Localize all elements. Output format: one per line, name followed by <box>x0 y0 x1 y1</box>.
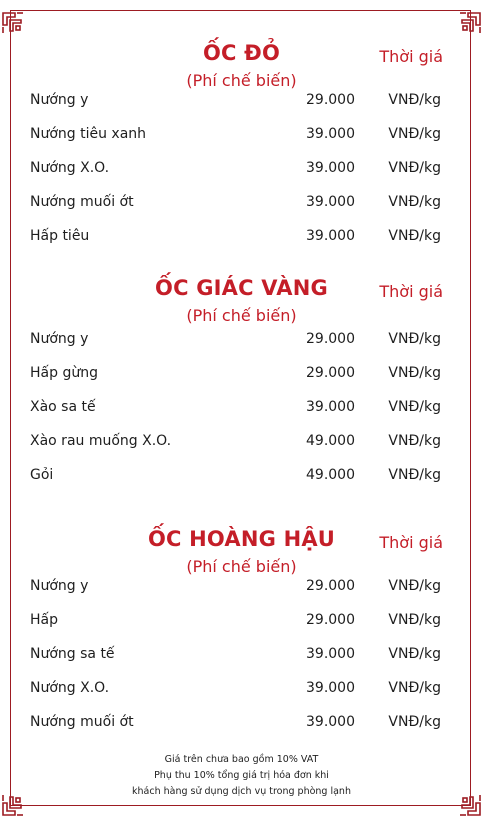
menu-item <box>0 680 483 700</box>
menu-item <box>0 126 483 146</box>
item-name: Nướng X.O. <box>30 160 110 176</box>
item-unit: VNĐ/kg <box>388 612 441 628</box>
menu-item <box>0 399 483 419</box>
menu-item <box>0 92 483 112</box>
menu-item <box>0 612 483 632</box>
price-note: Thời giá <box>379 47 443 66</box>
item-price: 29.000 <box>306 612 355 628</box>
item-price: 29.000 <box>306 578 355 594</box>
footer-line-surcharge: Phụ thu 10% tổng giá trị hóa đơn khi <box>154 770 329 781</box>
price-note: Thời giá <box>379 282 443 301</box>
item-price: 49.000 <box>306 433 355 449</box>
section-subtitle: (Phí chế biến) <box>186 306 297 325</box>
item-name: Gỏi <box>30 467 54 483</box>
item-unit: VNĐ/kg <box>388 160 441 176</box>
menu-item <box>0 714 483 734</box>
item-name: Nướng y <box>30 578 89 594</box>
menu-item <box>0 646 483 666</box>
item-name: Nướng tiêu xanh <box>30 126 147 142</box>
item-price: 39.000 <box>306 194 355 210</box>
item-price: 39.000 <box>306 646 355 662</box>
item-price: 29.000 <box>306 331 355 347</box>
item-price: 39.000 <box>306 126 355 142</box>
item-unit: VNĐ/kg <box>388 433 441 449</box>
item-unit: VNĐ/kg <box>388 680 441 696</box>
section-title-oc-hoang-hau: ỐC HOÀNG HẬU <box>147 527 336 551</box>
footer-line-vat: Giá trên chưa bao gồm 10% VAT <box>164 754 319 765</box>
item-name: Xào sa tế <box>30 399 96 415</box>
section-title-oc-do: ỐC ĐỎ <box>202 41 281 65</box>
item-price: 39.000 <box>306 680 355 696</box>
item-name: Nướng y <box>30 331 89 347</box>
item-name: Xào rau muống X.O. <box>30 433 172 449</box>
section-subtitle: (Phí chế biến) <box>186 71 297 90</box>
menu-item <box>0 578 483 598</box>
item-name: Nướng muối ớt <box>30 714 134 730</box>
item-unit: VNĐ/kg <box>388 126 441 142</box>
menu-item <box>0 228 483 248</box>
item-name: Hấp <box>30 612 58 628</box>
item-unit: VNĐ/kg <box>388 194 441 210</box>
item-name: Hấp tiêu <box>30 228 90 244</box>
item-price: 39.000 <box>306 714 355 730</box>
section-subtitle: (Phí chế biến) <box>186 557 297 576</box>
menu-item <box>0 160 483 180</box>
menu-item <box>0 467 483 487</box>
item-unit: VNĐ/kg <box>388 331 441 347</box>
corner-ornament-top-left <box>1 11 31 41</box>
item-name: Nướng y <box>30 92 89 108</box>
item-unit: VNĐ/kg <box>388 399 441 415</box>
item-unit: VNĐ/kg <box>388 228 441 244</box>
item-price: 29.000 <box>306 92 355 108</box>
item-price: 39.000 <box>306 228 355 244</box>
item-name: Nướng muối ớt <box>30 194 134 210</box>
menu-item <box>0 331 483 351</box>
price-note: Thời giá <box>379 533 443 552</box>
item-unit: VNĐ/kg <box>388 646 441 662</box>
item-unit: VNĐ/kg <box>388 365 441 381</box>
item-price: 39.000 <box>306 399 355 415</box>
section-title-oc-giac-vang: ỐC GIÁC VÀNG <box>155 276 328 300</box>
item-unit: VNĐ/kg <box>388 467 441 483</box>
item-name: Nướng sa tế <box>30 646 115 662</box>
item-name: Nướng X.O. <box>30 680 110 696</box>
menu-item <box>0 433 483 453</box>
item-name: Hấp gừng <box>30 365 98 381</box>
item-unit: VNĐ/kg <box>388 578 441 594</box>
menu-item <box>0 194 483 214</box>
item-price: 49.000 <box>306 467 355 483</box>
footer-line-room: khách hàng sử dụng dịch vụ trong phòng lạnh <box>132 786 351 797</box>
item-price: 29.000 <box>306 365 355 381</box>
item-price: 39.000 <box>306 160 355 176</box>
footer-note <box>0 752 483 800</box>
item-unit: VNĐ/kg <box>388 92 441 108</box>
menu-item <box>0 365 483 385</box>
corner-ornament-top-right <box>452 11 482 41</box>
item-unit: VNĐ/kg <box>388 714 441 730</box>
